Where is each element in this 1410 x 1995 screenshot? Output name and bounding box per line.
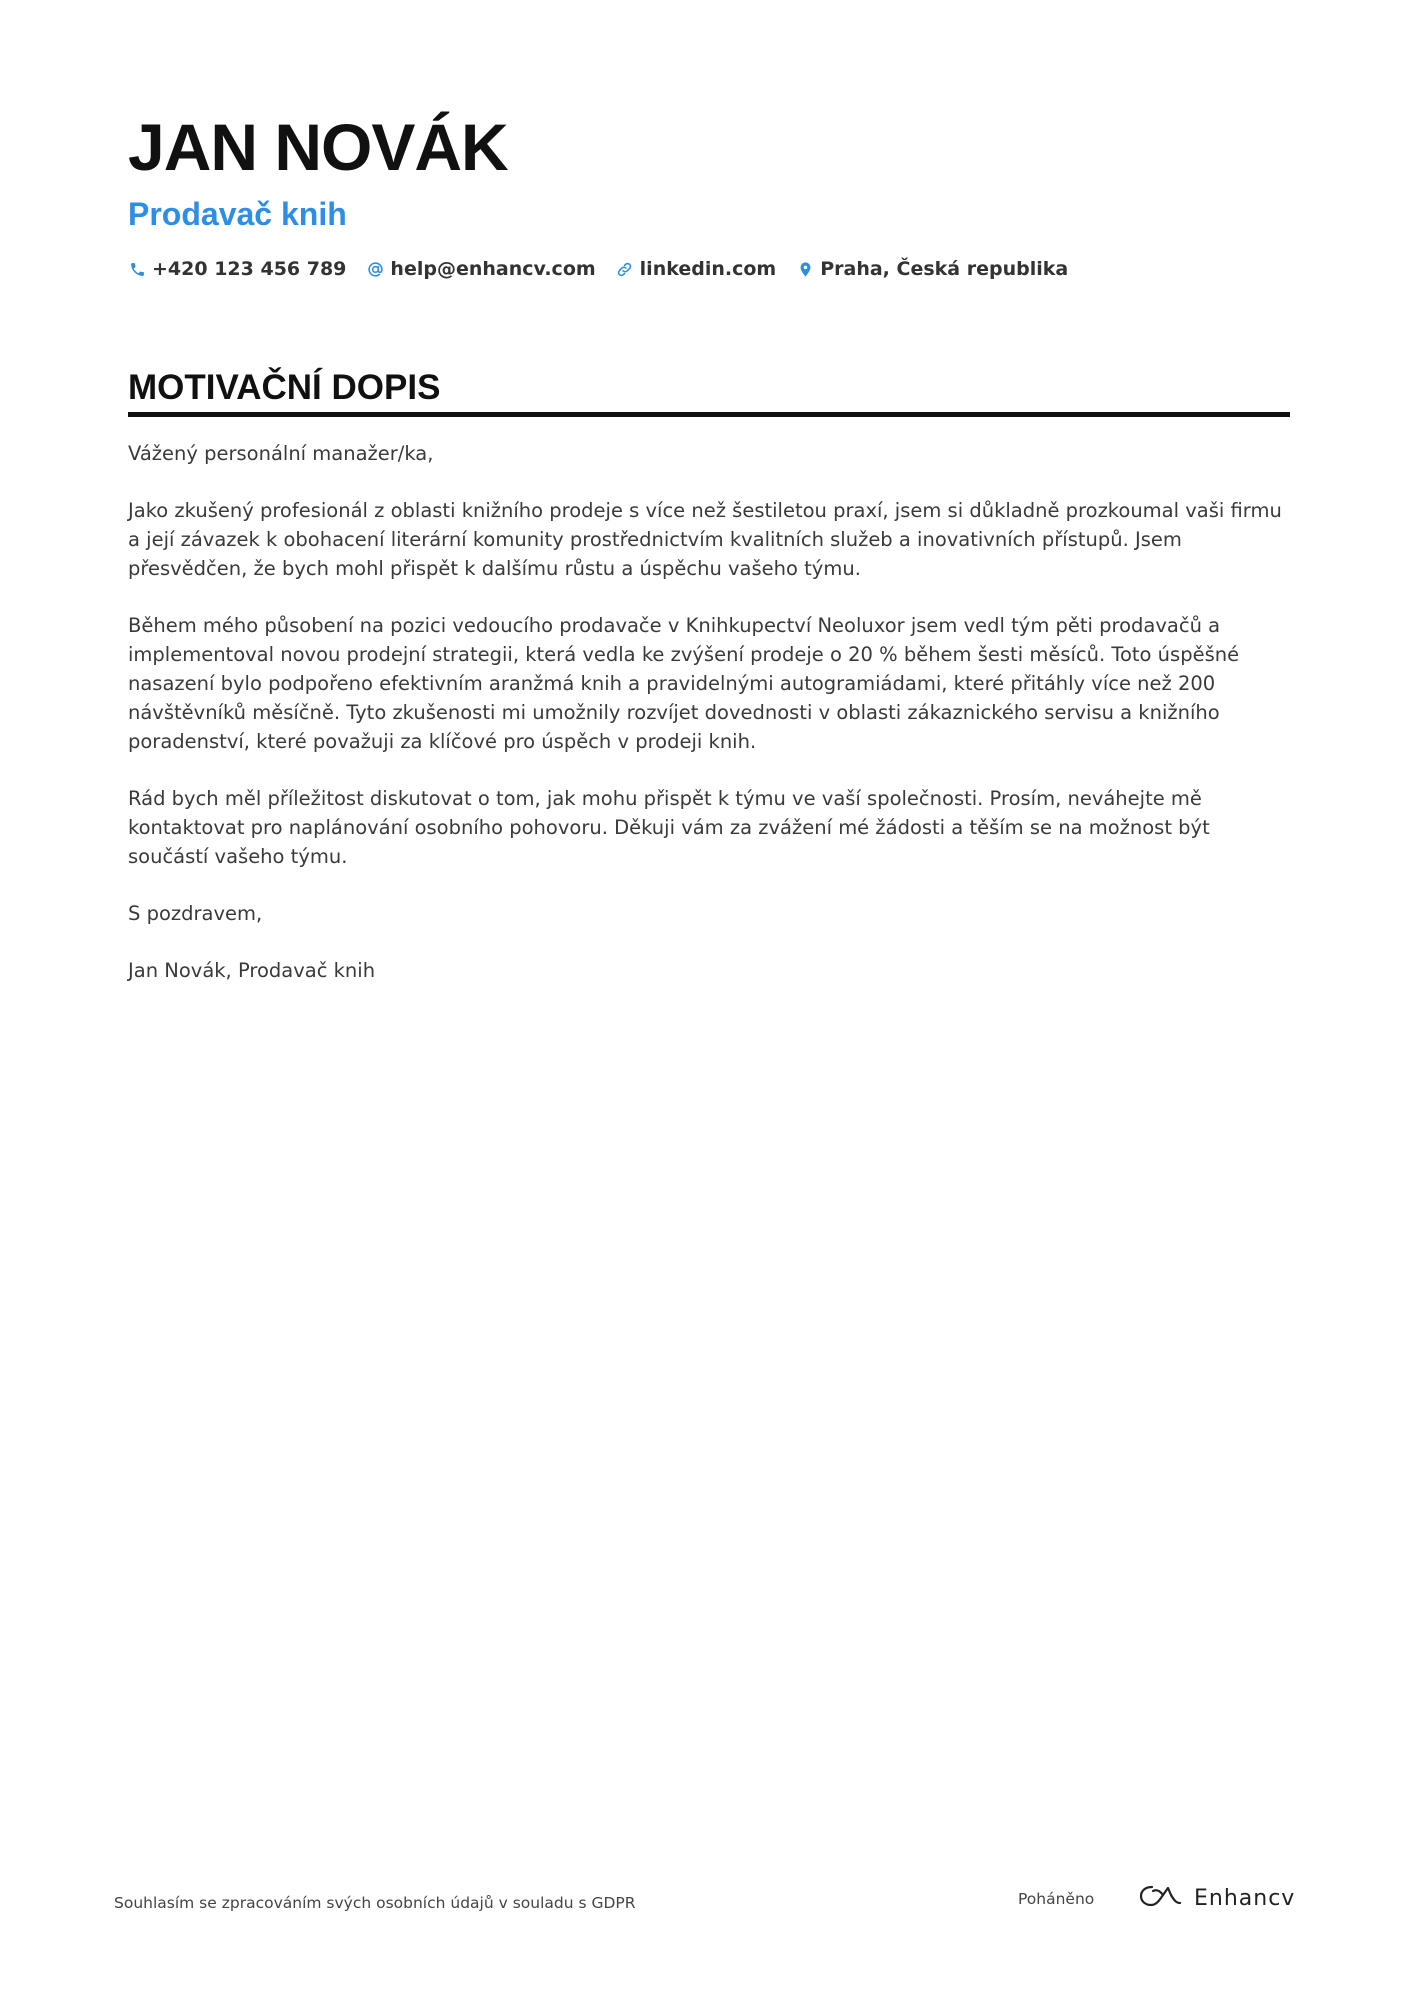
contact-email[interactable]	[366, 258, 595, 280]
gdpr-consent-text: Souhlasím se zpracováním svých osobních údajů v souladu s GDPR	[114, 1894, 636, 1912]
phone-icon	[128, 260, 146, 278]
location-pin-icon	[796, 260, 814, 278]
link-icon	[616, 260, 634, 278]
candidate-name: JAN NOVÁK	[128, 110, 508, 184]
job-title: Prodavač knih	[128, 196, 347, 232]
email-link[interactable]: help@enhancv.com	[390, 258, 596, 280]
phone-text: +420 123 456 789	[152, 258, 347, 280]
page-footer	[114, 1885, 1296, 1918]
cover-letter-section	[128, 366, 1290, 1013]
location-text: Praha, Česká republika	[820, 258, 1069, 280]
enhancv-brand[interactable]	[1138, 1882, 1295, 1914]
letter-paragraph-1: Jako zkušený profesionál z oblasti knižního prodeje s více než šestiletou praxí, jsem si důkladně prozkoumal vaši firmu a její závazek k obohacení literární komunity prostřednictvím kvalitních služeb a inovativních přístupů. Jsem přesvědčen, že bych mohl přispět k dalšímu růstu a úspěchu vašeho týmu.	[128, 499, 1282, 580]
contact-row	[128, 258, 1288, 280]
letter-closing: S pozdravem,	[128, 902, 263, 925]
contact-location	[796, 258, 1068, 280]
letter-signature: Jan Novák, Prodavač knih	[128, 959, 376, 982]
section-divider	[128, 412, 1290, 417]
enhancv-logo-icon	[1138, 1882, 1184, 1914]
contact-linkedin[interactable]	[616, 258, 777, 280]
contact-phone	[128, 258, 346, 280]
letter-paragraph-2: Během mého působení na pozici vedoucího prodavače v Knihkupectví Neoluxor jsem vedl tým pěti prodavačů a implementoval novou prodejní strategii, která vedla ke zvýšení prodeje o 20 % během šesti měsíců. Toto úspěšné nasazení bylo podpořeno efektivním aranžmá knih a pravidelnými autogramiádami, které přitáhly více než 200 návštěvníků měsíčně. Tyto zkušenosti mi umožnily rozvíjet dovednosti v oblasti zákaznického servisu a knižního poradenství, které považuji za klíčové pro úspěch v prodeji knih.	[128, 614, 1240, 753]
brand-name[interactable]: Enhancv	[1194, 1885, 1296, 1911]
linkedin-link[interactable]: linkedin.com	[639, 258, 777, 280]
letter-paragraph-3: Rád bych měl příležitost diskutovat o tom, jak mohu přispět k týmu ve vaší společnosti. Prosím, neváhejte mě kontaktovat pro naplánování osobního pohovoru. Děkuji vám za zvážení mé žádosti a těším se na možnost být součástí vašeho týmu.	[128, 787, 1210, 868]
letter-body	[128, 439, 1290, 985]
letter-greeting: Vážený personální manažer/ka,	[128, 442, 434, 465]
at-icon	[366, 260, 384, 278]
powered-by-label: Poháněno	[1018, 1890, 1095, 1908]
resume-header	[128, 108, 1288, 280]
section-title: MOTIVAČNÍ DOPIS	[128, 368, 441, 407]
